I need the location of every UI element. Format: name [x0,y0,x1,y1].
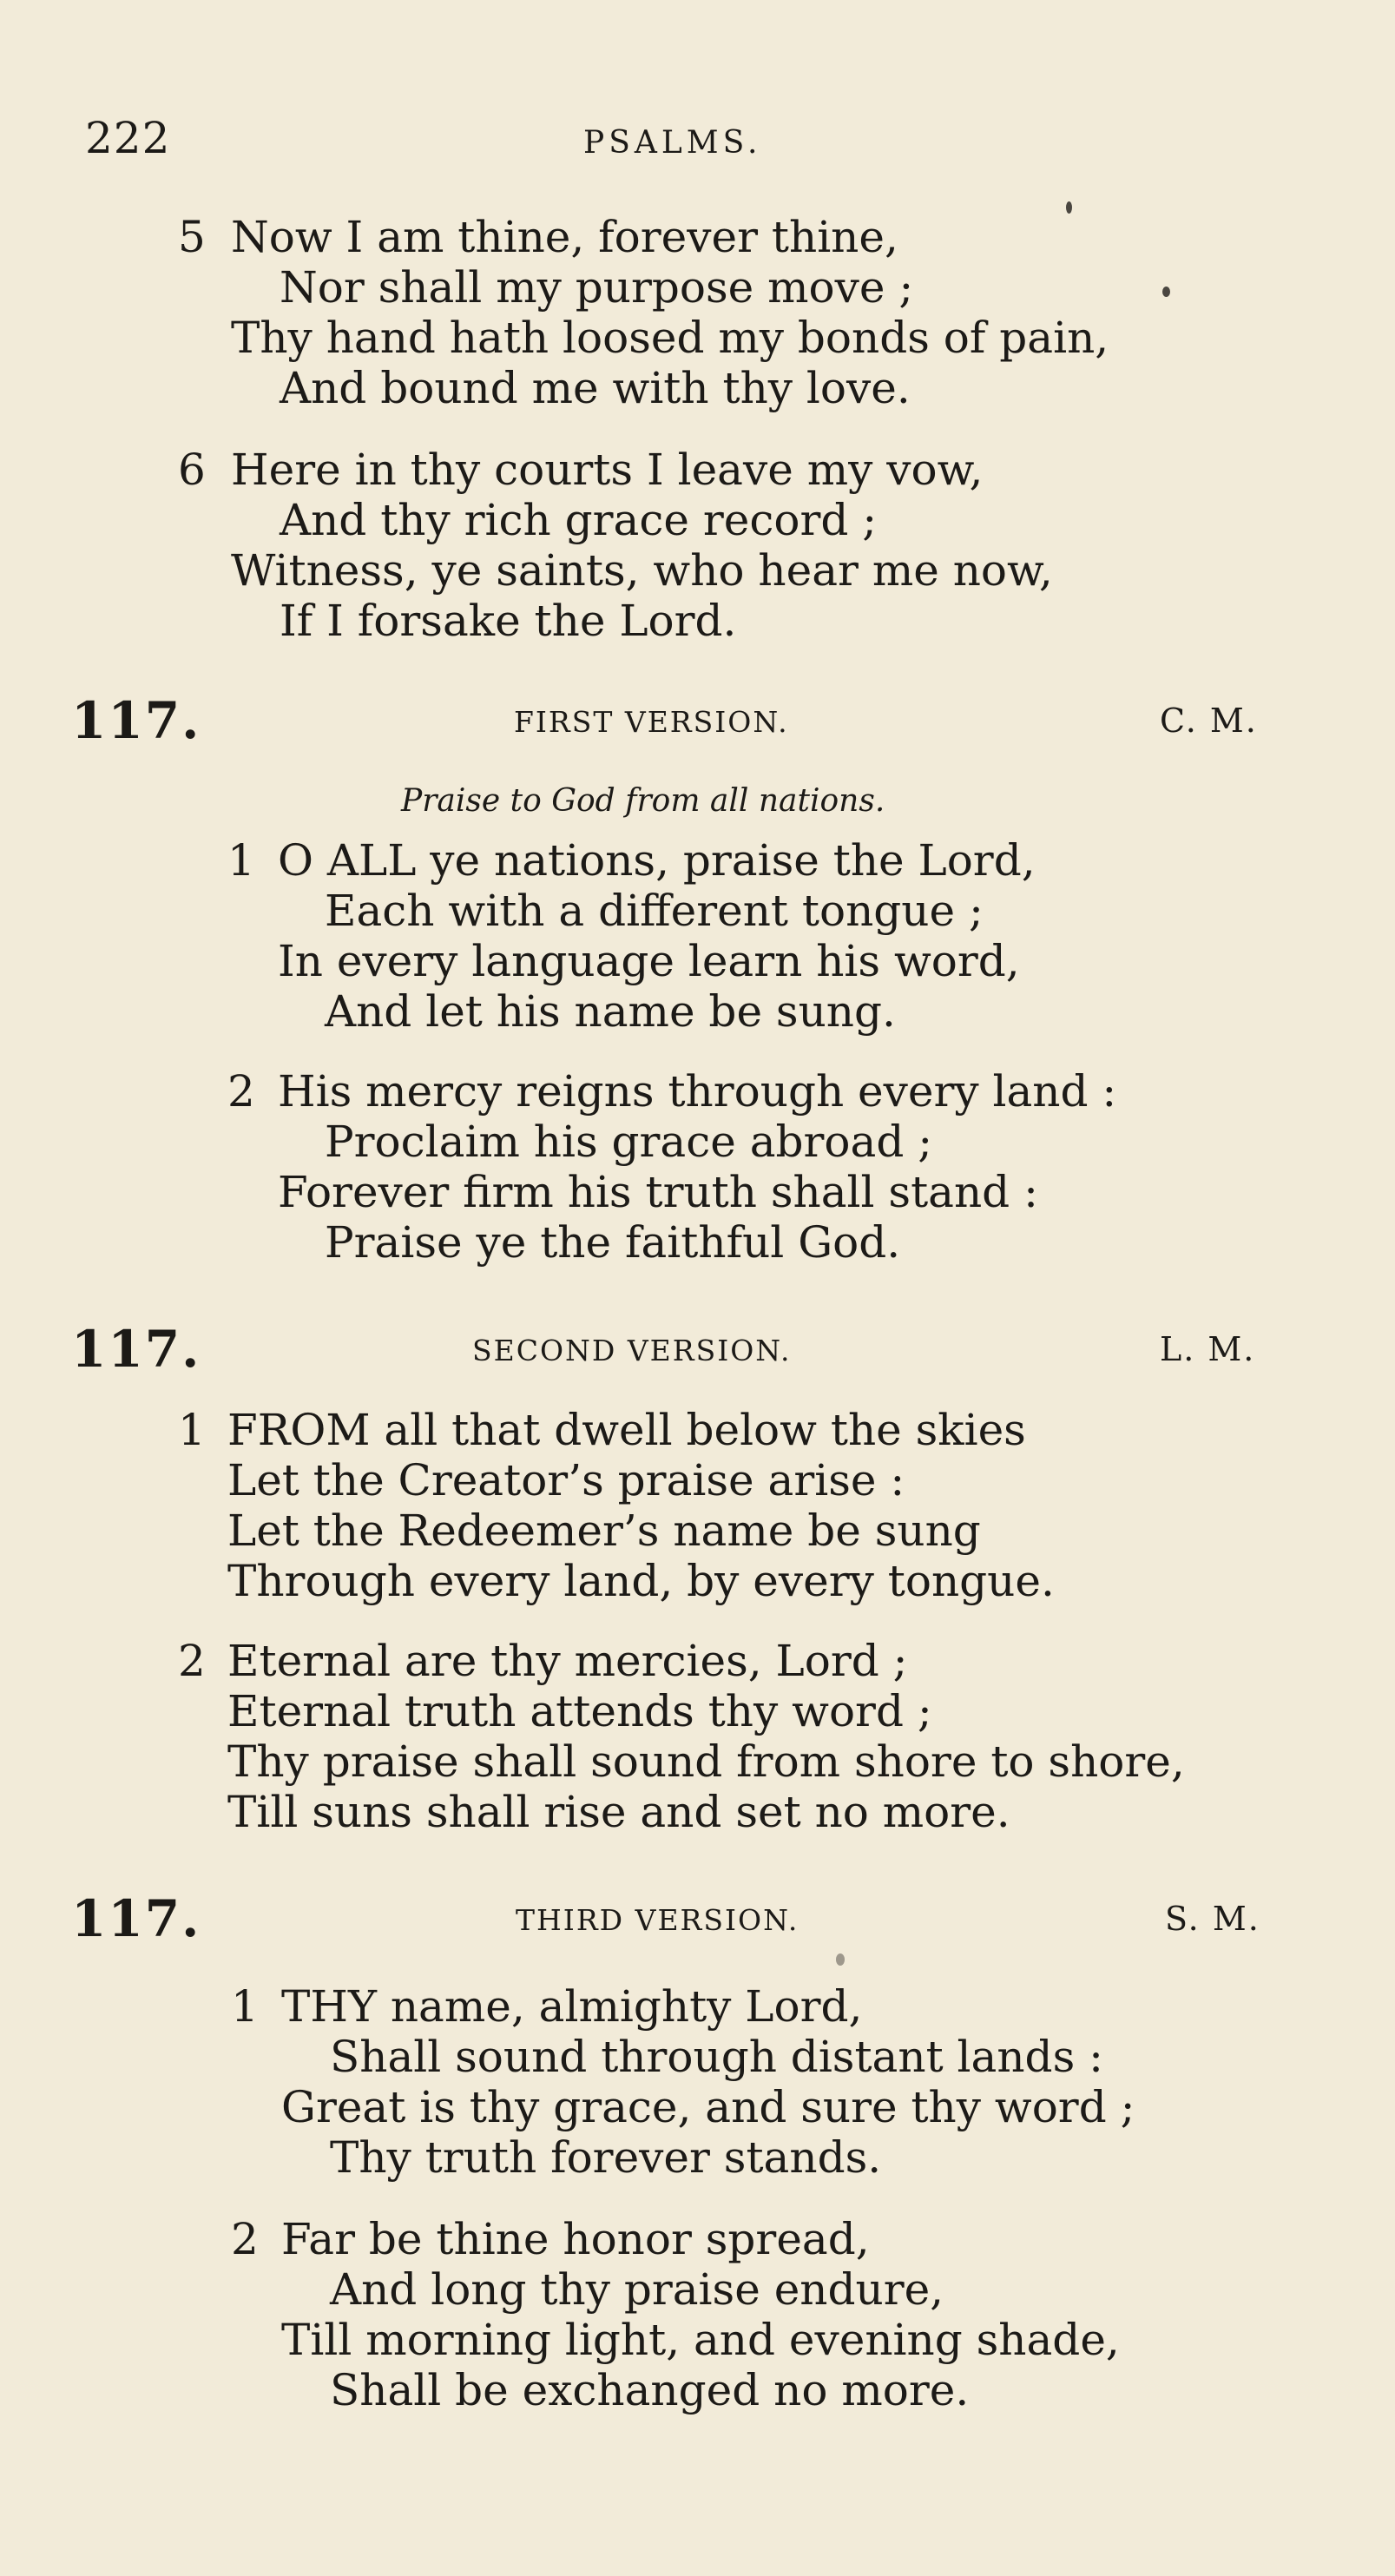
meter-label: C. M. [1160,702,1258,740]
verse-line: And let his name be sung. [325,986,896,1037]
verse-line: Witness, ye saints, who hear me now, [231,545,1053,596]
version-heading: SECOND VERSION. [472,1334,792,1367]
verse-line: Eternal truth attends thy word ; [227,1686,932,1736]
version-heading: FIRST VERSION. [514,705,789,739]
ink-speck [1066,201,1072,214]
running-head: PSALMS. [583,125,762,161]
verse-line: Each with a different tongue ; [325,886,984,936]
verse-line: Thy praise shall sound from shore to shore, [227,1736,1185,1787]
verse-line: Till suns shall rise and set no more. [227,1787,1010,1837]
verse-line: Praise ye the faithful God. [325,1217,901,1268]
stanza-number: 2 [178,1636,206,1686]
verse-line: And long thy praise endure, [330,2264,944,2315]
hymn-number: 117. [71,691,201,750]
stanza-number: 5 [178,212,206,262]
verse-line: And thy rich grace record ; [280,495,878,545]
stanza-number: 6 [178,445,206,495]
verse-line: If I forsake the Lord. [280,596,737,646]
hymn-subtitle: Praise to God from all nations. [401,783,885,819]
meter-label: S. M. [1165,1900,1260,1938]
verse-line: FROM all that dwell below the skies [227,1405,1026,1455]
meter-label: L. M. [1160,1330,1256,1368]
verse-line: Nor shall my purpose move ; [280,262,914,313]
verse-line: Thy truth forever stands. [330,2132,882,2183]
hymn-number: 117. [71,1889,201,1948]
verse-line: Shall sound through distant lands : [330,2032,1103,2082]
ink-speck [1162,287,1170,297]
stanza-number: 1 [227,835,255,886]
verse-line: Let the Creator’s praise arise : [227,1455,905,1505]
verse-line: Thy hand hath loosed my bonds of pain, [231,313,1109,363]
verse-line: THY name, almighty Lord, [281,1981,863,2032]
ink-speck [836,1953,845,1966]
verse-line: Here in thy courts I leave my vow, [231,445,984,495]
verse-line: Far be thine honor spread, [281,2214,870,2264]
page-number: 222 [85,113,171,163]
verse-line: Great is thy grace, and sure thy word ; [281,2082,1135,2132]
verse-line: Proclaim his grace abroad ; [325,1117,933,1167]
verse-line: Let the Redeemer’s name be sung [227,1505,981,1556]
verse-line: O ALL ye nations, praise the Lord, [278,835,1036,886]
stanza-number: 2 [231,2214,259,2264]
hymn-number: 117. [71,1320,201,1379]
verse-line: Now I am thine, forever thine, [231,212,898,262]
stanza-number: 1 [231,1981,259,2032]
verse-line: And bound me with thy love. [280,363,911,413]
verse-line: Eternal are thy mercies, Lord ; [227,1636,908,1686]
verse-line: Shall be exchanged no more. [330,2365,970,2415]
verse-line: In every language learn his word, [278,936,1020,986]
version-heading: THIRD VERSION. [516,1903,799,1937]
verse-line: His mercy reigns through every land : [278,1066,1117,1117]
stanza-number: 1 [178,1405,206,1455]
verse-line: Till morning light, and evening shade, [281,2315,1120,2365]
stanza-number: 2 [227,1066,255,1117]
verse-line: Through every land, by every tongue. [227,1556,1055,1606]
verse-line: Forever firm his truth shall stand : [278,1167,1038,1217]
